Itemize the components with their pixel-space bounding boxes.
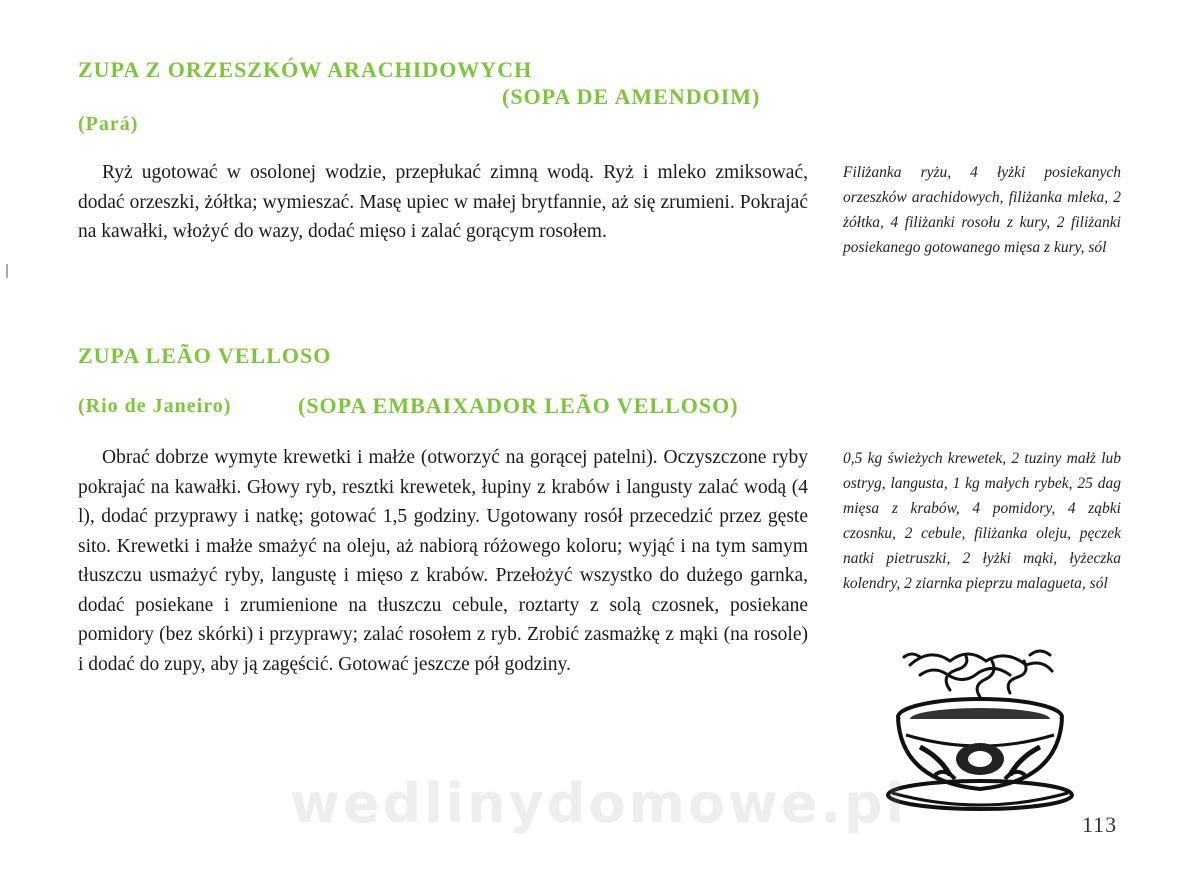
watermark: wedlinydomowe.pl	[290, 772, 908, 835]
page-number: 113	[1082, 812, 1118, 837]
recipe2-instructions-text: Obrać dobrze wymyte krewetki i małże (otworzyć na gorącej patelni). Oczyszczone ryby pokrajać na kawałki. Głowy ryb, resztki krewetek, łupiny z krabów i langusty zalać wodą (4 l), dodać przyprawy i natkę; gotować 1,5 godziny. Ugotowany rosół przecedzić przez gęste sito. Krewetki i małże smażyć na oleju, aż nabiorą różowego koloru; wyjąć i na tym samym tłuszczu usmażyć ryby, langustę i mięso z krabów. Przełożyć wszystko do dużego garnka, dodać posiekane i zrumienione na tłuszczu cebule, roztarty z solą czosnek, posiekane pomidory (bez skórki) i przyprawy; zalać rosołem z ryb. Zrobić zasmażkę z mąki (na rosole) i dodać do zupy, aby ją zagęścić. Gotować jeszcze pół godziny.	[78, 447, 808, 675]
recipe2-instructions	[78, 443, 808, 679]
recipe2-title: ZUPA LEÃO VELLOSO	[78, 343, 332, 368]
recipe1-instructions-text: Ryż ugotować w osolonej wodzie, przepłukać zimną wodą. Ryż i mleko zmiksować, dodać orzeszki, żółtka; wymieszać. Masę upiec w małej brytfannie, aż się zrumieni. Pokrajać na kawałki, włożyć do wazy, dodać mięso i zalać gorącym rosołem.	[78, 162, 808, 242]
recipe1-region: (Pará)	[78, 113, 139, 135]
recipe2-ingredients: 0,5 kg świeżych krewetek, 2 tuziny małż lub ostryg, langusta, 1 kg małych rybek, 25 dag mięsa z krabów, 4 pomidory, 4 ząbki czosnku, 2 cebule, filiżanka oleju, pęczek natki pietruszki, 2 łyżki mąki, łyżeczka kolendry, 2 ziarnka pieprzu malagueta, sól	[843, 450, 1121, 592]
margin-mark	[6, 264, 8, 278]
recipe2-region: (Rio de Janeiro)	[78, 395, 232, 417]
recipe1-title: ZUPA Z ORZESZKÓW ARACHIDOWYCH	[78, 57, 533, 82]
soup-bowl-illustration	[880, 635, 1090, 825]
recipe2-original-name: (SOPA EMBAIXADOR LEÃO VELLOSO)	[298, 393, 739, 418]
recipe1-ingredients: Filiżanka ryżu, 4 łyżki posiekanych orzeszków arachidowych, filiżanka mleka, 2 żółtka, 4 filiżanki rosołu z kury, 2 filiżanki posiekanego gotowanego mięsa z kury, sól	[843, 164, 1121, 256]
recipe1-original-name: (SOPA DE AMENDOIM)	[502, 84, 761, 109]
recipe1-instructions	[78, 158, 808, 247]
